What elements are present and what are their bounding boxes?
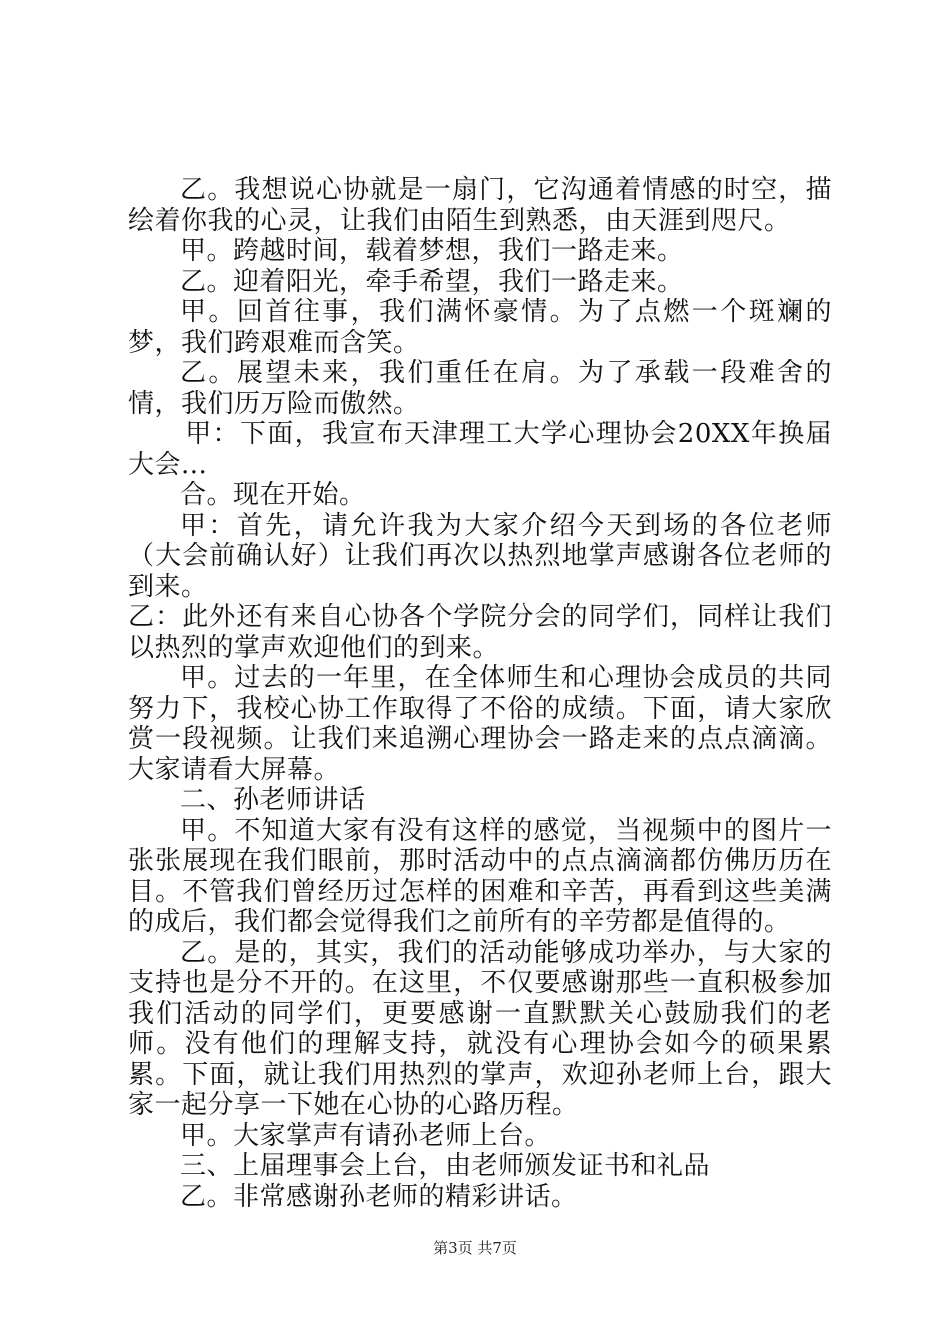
page-number-footer: 第3页 共7页	[433, 1239, 517, 1257]
paragraph: 乙。我想说心协就是一扇门，它沟通着情感的时空，描绘着你我的心灵，让我们由陌生到熟悉，由天涯到咫尺。	[128, 175, 832, 236]
paragraph: 甲：首先，请允许我为大家介绍今天到场的各位老师（大会前确认好）让我们再次以热烈地掌声感谢各位老师的到来。	[128, 510, 832, 602]
document-body	[128, 175, 832, 1212]
paragraph: 合。现在开始。	[180, 480, 366, 510]
paragraph: 乙。非常感谢孙老师的精彩讲话。	[180, 1181, 578, 1212]
paragraph: 甲。跨越时间，载着梦想，我们一路走来。	[180, 236, 684, 266]
paragraph: 乙。迎着阳光，牵手希望，我们一路走来。	[180, 266, 684, 297]
paragraph: 甲。大家掌声有请孙老师上台。	[180, 1120, 552, 1151]
paragraph: 甲。过去的一年里，在全体师生和心理协会成员的共同努力下，我校心协工作取得了不俗的成绩。下面，请大家欣赏一段视频。让我们来追溯心理协会一路走来的点点滴滴。大家请看大屏幕。	[128, 663, 832, 785]
paragraph: 乙：此外还有来自心协各个学院分会的同学们，同样让我们以热烈的掌声欢迎他们的到来。	[128, 602, 832, 663]
paragraph: 甲：下面，我宣布天津理工大学心理协会20XX年换届大会...	[128, 419, 832, 480]
paragraph: 甲。不知道大家有没有这样的感觉，当视频中的图片一张张展现在我们眼前，那时活动中的点点滴滴都仿佛历历在目。不管我们曾经历过怎样的困难和辛苦，再看到这些美满的成后，我们都会觉得我们之前所有的辛劳都是值得的。	[128, 815, 832, 937]
section-heading: 二、孙老师讲话	[180, 785, 366, 815]
paragraph: 乙。展望未来，我们重任在肩。为了承载一段难舍的情，我们历万险而傲然。	[128, 358, 832, 419]
section-heading: 三、上届理事会上台，由老师颁发证书和礼品	[180, 1151, 711, 1181]
paragraph: 乙。是的，其实，我们的活动能够成功举办，与大家的支持也是分不开的。在这里，不仅要感谢那些一直积极参加我们活动的同学们，更要感谢一直默默关心鼓励我们的老师。没有他们的理解支持，就没有心理协会如今的硕果累累。下面，就让我们用热烈的掌声，欢迎孙老师上台，跟大家一起分享一下她在心协的心路历程。	[128, 937, 832, 1120]
paragraph: 甲。回首往事，我们满怀豪情。为了点燃一个斑斓的梦，我们跨艰难而含笑。	[128, 297, 832, 358]
